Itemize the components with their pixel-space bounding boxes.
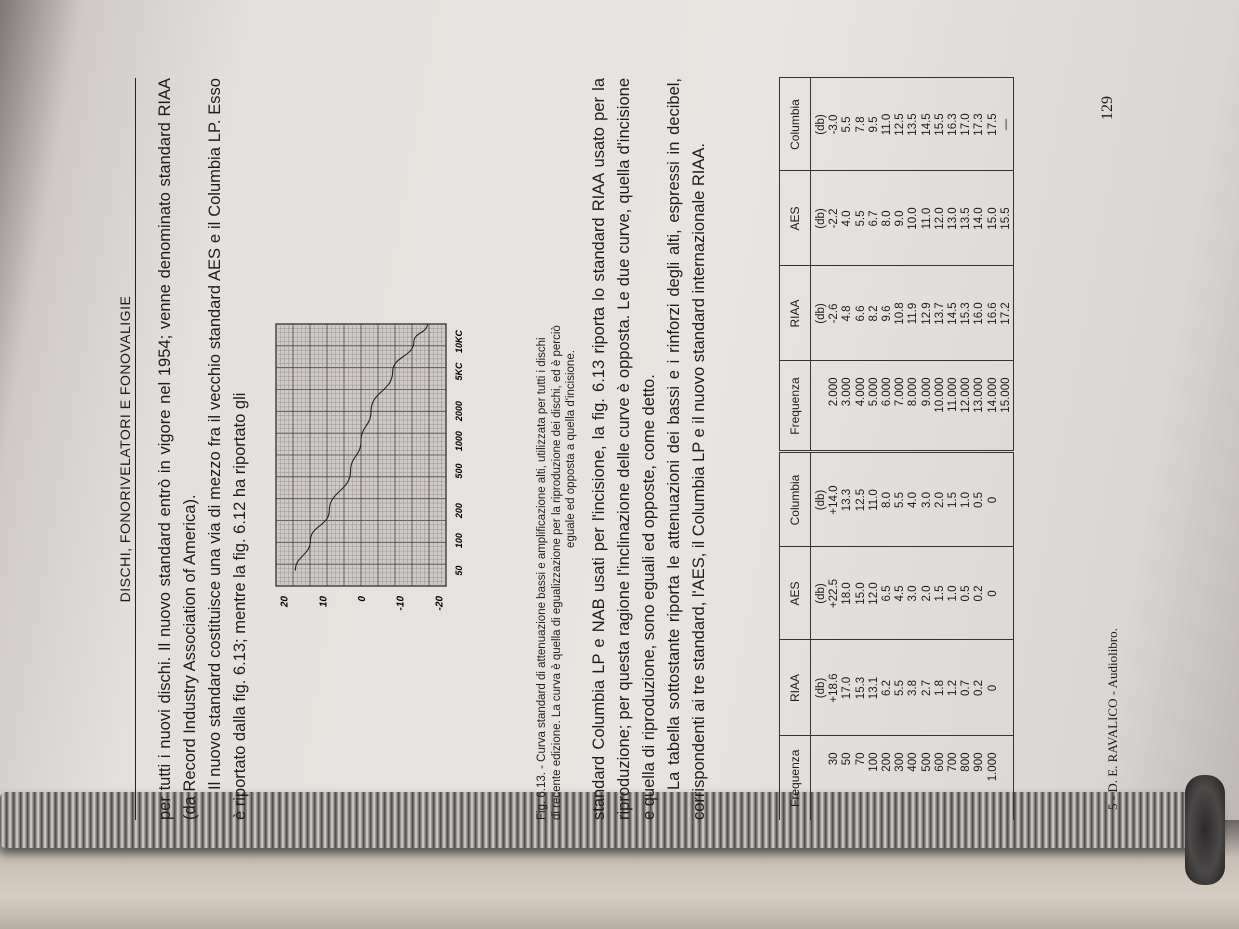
table-cell: 5.5 [894,680,907,696]
page-number: 129 [1099,96,1116,120]
figure-caption [535,78,579,820]
table-cell: 11.9 [907,302,920,325]
table-column-right-freq [811,361,1014,452]
y-tick-label: -10 [395,596,407,611]
equalization-graph [274,314,469,626]
header-rule [135,78,136,820]
body-paragraph-2 [662,78,712,820]
table-cell: 2.7 [920,680,933,696]
table-cell: 10.8 [894,302,907,325]
table-cell: 16.0 [973,302,986,325]
table-cell: +14.0 [828,485,841,515]
caption-line-2: di recente edizione. La curva è quella di egualizzazione per la riproduzione dei dischi, ed è perciò [550,325,563,820]
table-cell: 18.0 [841,582,854,605]
table-header-cell: Columbia [780,78,811,171]
table-unit-label: (db) [815,208,827,229]
running-header: DISCHI, FONORIVELATORI E FONOVALIGIE [117,295,133,603]
table-cell: 13.0 [947,207,960,230]
table-cell: 9.0 [894,210,907,227]
table-cell: 1.5 [947,492,960,508]
table-cell: 17.2 [999,302,1012,325]
table-cell: 1.0 [960,492,973,508]
table-cell: 5.5 [841,116,854,133]
table-column-right-aes [811,171,1014,266]
table-cell: 12.9 [920,302,933,325]
table-column-right-riaa [811,266,1014,361]
table-cell: 3.8 [907,680,920,696]
body-paragraph-1: standard Columbia LP e NAB usati per l'incisione, la fig. 6.13 riporta lo standard RIAA usato per la riproduzione; per questa ragione l'inclinazione delle curve è opposta. Le due curve, quella d'incisione e quella di riproduzione, sono eguali ed opposte, come detto. [590,78,658,820]
table-header-cell: Frequenza [780,361,811,452]
table-cell: 2.0 [920,585,933,602]
table-unit-label [815,362,828,451]
table-cell: 7.000 [894,377,907,407]
table-cell: 70 [854,752,867,766]
table-cell: 17.5 [986,113,999,136]
table-cell: +18.6 [828,673,841,703]
table-cell: 15.5 [933,113,946,136]
table-cell: 0.7 [960,680,973,696]
table-cell: 200 [881,752,894,772]
table-cell: 17.3 [973,113,986,136]
table-cell: 15.0 [854,582,867,605]
caption-line-1: Fig. 6.13. - Curva standard di attenuazione bassi e amplificazione alti, utilizzata per tutti i dischi [536,337,548,820]
table-header-cell: AES [780,171,811,266]
table-cell: 12.5 [894,113,907,136]
table-column-left-columbia [811,452,1014,547]
table-cell: 9.5 [867,116,880,133]
table-cell: 13.1 [867,676,880,700]
table-unit-label: (db) [815,303,827,324]
table-cell: 100 [867,752,880,772]
x-tick-label: 1000 [454,431,464,452]
intro-text [153,78,253,820]
table-cell: 4.0 [907,492,920,508]
table-cell: 15.3 [854,676,867,700]
table-cell: 13.7 [933,302,946,325]
y-tick-label: 10 [318,596,330,608]
table-cell: -2.2 [828,208,841,229]
table-header-row [780,78,811,820]
table-cell: 14.5 [920,113,933,136]
table-cell: 7.8 [854,116,867,133]
table-cell: 11.000 [947,377,960,412]
table-cell: 12.0 [933,207,946,230]
table-column-right-columbia [811,78,1014,171]
table-cell: 0 [986,590,999,597]
table-cell: 9.6 [881,305,894,322]
table-unit-label: (db) [815,677,827,699]
table-column-left-aes [811,547,1014,640]
table-cell: 0 [986,684,999,692]
caption-line-3: eguale ed opposta a quella d'incisione. [565,350,577,548]
table-cell: 5.5 [894,492,907,508]
table-cell: 900 [973,752,986,772]
table-cell: 0 [986,496,999,504]
table-cell: 14.5 [947,302,960,325]
table-cell: 13.5 [960,207,973,230]
table-cell: 8.000 [907,377,920,407]
body-text [587,78,712,820]
table-cell: 0.2 [973,585,986,602]
table-cell: 30 [828,752,841,766]
db-table-grid [779,78,1014,821]
table-unit-label: (db) [815,489,827,511]
table-cell: 17.0 [841,676,854,700]
table-body-row [811,78,1014,820]
table-cell: 12.000 [960,377,973,413]
table-cell: 1.0 [947,585,960,602]
table-cell: 6.6 [854,305,867,322]
x-tick-label: 10KC [454,330,464,354]
table-cell: 10.000 [933,377,946,413]
table-cell: 400 [907,752,920,772]
table-cell: 500 [920,752,933,772]
table-cell: +22.5 [828,578,841,609]
table-cell: 700 [947,752,960,772]
table-cell: 6.2 [881,680,894,696]
table-cell: 8.0 [881,210,894,227]
table-cell: 15.000 [999,377,1012,413]
table-header-cell: AES [780,547,811,640]
table-cell: 3.0 [920,492,933,508]
table-cell: 800 [960,752,973,772]
table-cell: 6.5 [881,585,894,602]
x-tick-label: 5KC [454,362,464,381]
table-header-cell: Frequenza [780,736,811,820]
table-cell: 17.0 [960,113,973,136]
table-cell: 0.5 [973,492,986,508]
table-cell: -2.6 [828,303,841,324]
equalization-graph-svg [274,314,469,626]
table-cell: — [999,118,1012,131]
table-cell: 12.5 [854,488,867,512]
page-content [95,78,1155,820]
y-axis-labels [280,596,446,611]
table-cell: 6.000 [881,377,894,407]
table-cell: 16.3 [947,113,960,136]
graph-grid [276,324,446,586]
table-cell: 15.0 [986,207,999,230]
table-cell: 13.3 [841,488,854,512]
table-cell: 12.0 [867,582,880,605]
table-cell: 50 [841,752,854,766]
table-cell: 6.7 [867,210,880,227]
table-unit-label [815,737,828,821]
footer-credit: 5 - D. E. RAVALICO - Audiolibro. [1105,628,1120,810]
table-cell: 15.5 [999,207,1012,230]
intro-paragraph-1: per tutti i nuovi dischi. Il nuovo standard entrò in vigore nel 1954; venne denominato standard RIAA (da Record Industry Association of America). [156,78,199,820]
table-cell: 10.0 [907,207,920,230]
table-cell: 1.5 [933,585,946,602]
table-cell: 0.5 [960,585,973,602]
table-cell: 15.3 [960,302,973,325]
table-header-cell: RIAA [780,266,811,361]
table-cell: 16.6 [986,302,999,325]
table-cell: 3.0 [907,585,920,602]
db-table [779,78,1012,820]
x-axis-labels [454,330,464,576]
table-cell: 4.8 [841,305,854,322]
table-cell: 300 [894,752,907,772]
table-cell: 14.000 [986,377,999,413]
spiral-binding-end [1185,775,1225,885]
table-cell: 8.0 [881,492,894,508]
x-tick-label: 200 [454,503,464,519]
table-cell: 4.5 [894,585,907,602]
body-paragraph-2-text: La tabella sottostante riporta le attenuazioni dei bassi e i rinforzi degli alti, espressi in decibel, corrispondenti ai tre standard, l'AES, il Columbia LP e il nuovo standard internazionale RIAA. [665,78,708,820]
table-cell: 1.2 [947,680,960,696]
table-cell: 13.5 [907,113,920,136]
table-unit-label: (db) [815,114,827,135]
table-cell: 11.0 [867,489,880,511]
table-cell: 13.000 [973,377,986,413]
x-tick-label: 500 [454,463,464,479]
table-unit-label: (db) [815,583,827,604]
table-column-left-freq [811,736,1014,820]
intro-paragraph-2 [203,78,253,820]
table-cell: 5.000 [867,377,880,407]
table-cell: 3.000 [841,377,854,407]
table-cell: 5.5 [854,210,867,227]
intro-paragraph-2-text: Il nuovo standard costituisce una via di mezzo fra il vecchio standard AES e il Columbia LP. Esso è riportato dalla fig. 6.13; mentre la fig. 6.12 ha riportato gli [206,78,249,820]
table-cell: 14.0 [973,207,986,230]
table-column-left-riaa [811,640,1014,736]
table-cell: 0.2 [973,680,986,696]
table-cell: 600 [933,752,946,772]
x-tick-label: 50 [454,565,464,576]
table-cell: 11.0 [881,113,894,136]
table-cell: 2.0 [933,492,946,508]
table-cell: 11.0 [920,207,933,230]
table-cell: 8.2 [867,305,880,322]
table-cell: 4.0 [841,210,854,227]
table-cell: 1.8 [933,680,946,696]
x-tick-label: 100 [454,533,464,549]
y-tick-label: 20 [279,596,291,608]
table-cell: 2.000 [828,377,841,407]
table-cell: 4.000 [854,377,867,407]
table-header-cell: RIAA [780,640,811,736]
table-cell: 1.000 [986,752,999,782]
y-tick-label: -20 [434,596,446,611]
table-header-cell: Columbia [780,452,811,547]
x-tick-label: 2000 [454,401,464,422]
table-cell: -3.0 [828,114,841,135]
y-tick-label: 0 [357,596,368,602]
table-cell: 9.000 [920,377,933,407]
